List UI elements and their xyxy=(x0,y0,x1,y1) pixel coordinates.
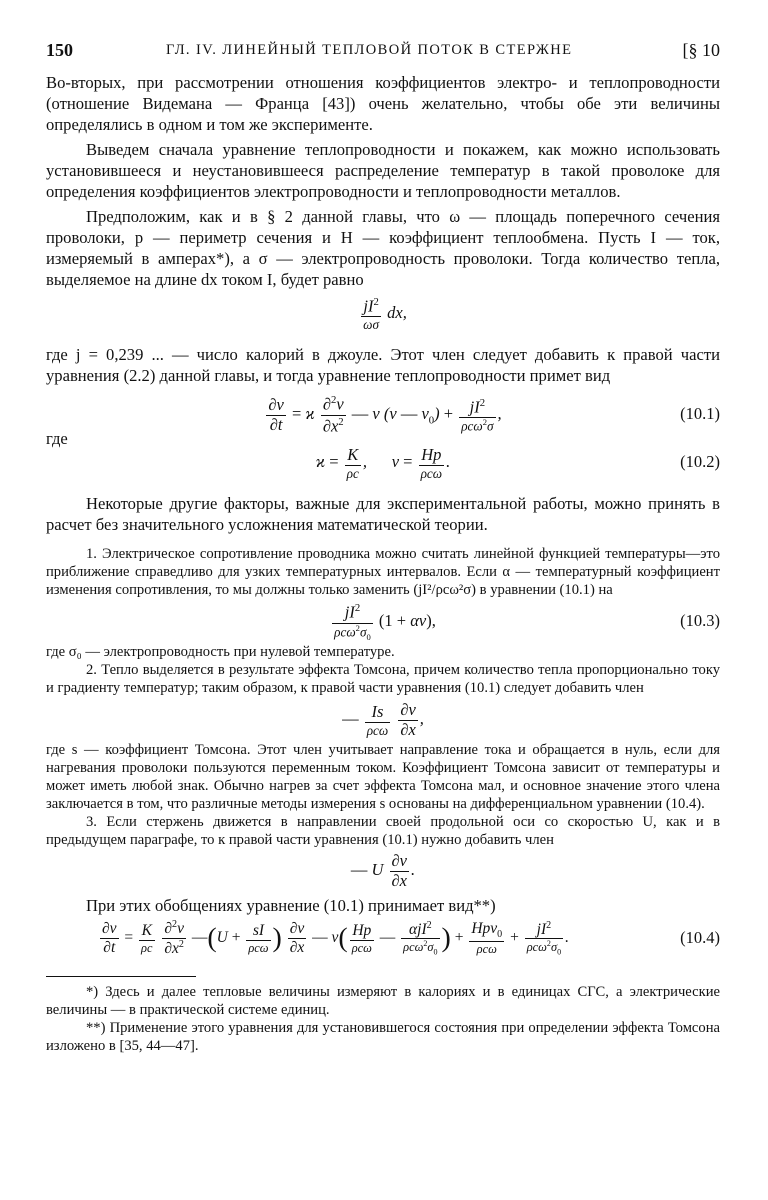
paragraph-generalized: При этих обобщениях уравнение (10.1) принимает вид**) xyxy=(86,896,496,915)
paragraph-2: Выведем сначала уравнение теплопроводности и покажем, как можно использовать установившееся и неустановившееся распределение температур в такой проволоке для определения коэффициентов электропроводности и теплопроводности металлов. xyxy=(46,140,720,201)
where-label: где xyxy=(46,429,68,448)
equation-number-10-1: (10.1) xyxy=(680,404,720,423)
equation-10-1: $\frac{\partial v}{\partial t}$ = ϰ $\frac{\partial^2v}{\partial x^2}$ — ν (v — $v_0$) + $\frac{jI^2}{\rho c\omega^2\sigma}$ , (10.1) xyxy=(46,392,720,436)
equation-10-3: $\frac{jI^2}{\rho c\omega^2\sigma_0}$ (1 + αv), (10.3) xyxy=(46,599,720,643)
section-marker: [§ 10 xyxy=(682,40,720,60)
item-3: 3. Если стержень движется в направлении своей продольной оси со скоростью U, как и в предыдущем параграфе, то к правой части уравнения (10.1) нужно добавить член xyxy=(46,814,720,848)
paragraph-4: где j = 0,239 ... — число калорий в джоуле. Этот член следует добавить к правой части уравнения (2.2) данной главы, и тогда уравнение теплопроводности примет вид xyxy=(46,345,720,385)
equation-10-4: $\frac{\partial v}{\partial t}$ = $\frac{K}{\rho c}$ $\frac{\partial^2v}{\partial x^2}$ —(U + $\frac{sI}{\text{ρcω}}$ ) $\frac{\partial v}{\partial x}$ — v( $\frac{Hp}{\text{ρcω}}$ — $\frac{\alpha jI^2}{\rho c\omega^2\sigma_0}$ ) + $\frac{Hpv_0}{\text{ρcω}}$ + $\frac{jI^2}{\rho c\omega^2\sigma_0}$ . (10.4) xyxy=(46,916,720,960)
page xyxy=(46,40,720,1055)
footnote-1: *) Здесь и далее тепловые величины измеряют в калориях и в единицах СГС, а электрические величины — в практической системе единиц. xyxy=(46,984,720,1018)
item-1: 1. Электрическое сопротивление проводника можно считать линейной функцией температуры—это приближение справедливо для узких температурных интервалов. Если α — температурный коэффициент изменения сопротивления, то мы должны только заменить (jI²/ρcω²σ) в уравнении (10.1) на xyxy=(46,546,720,598)
page-header xyxy=(46,40,720,64)
paragraph-6: Некоторые другие факторы, важные для экспериментальной работы, можно принять в расчет без значительного усложнения математической теории. xyxy=(46,494,720,534)
item-2-note: где s — коэффициент Томсона. Этот член учитывает направление тока и обращается в нуль, если для нагревания проволоки пользуются переменным током. Коэффициент Томсона зависит от температуры и может иметь любой знак. Обычно нагрев за счет эффекта Томсона мал, и основное значение этого члена заключается в том, что различные методы измерения s основаны на дифференциальном уравнении (10.4). xyxy=(46,742,720,812)
equation-10-2: ϰ = $\frac{K}{\rho c}$ , ν = $\frac{Hp}{\text{ρcω}}$ . (10.2) xyxy=(46,441,720,483)
footnotes xyxy=(46,983,720,1055)
chapter-title: ГЛ. IV. ЛИНЕЙНЫЙ ТЕПЛОВОЙ ПОТОК В СТЕРЖНЕ xyxy=(166,42,573,58)
footnote-2: **) Применение этого уравнения для установившегося состояния при определении эффекта Томсона изложено в [35, 44—47]. xyxy=(46,1020,720,1054)
paragraph-1: Во-вторых, при рассмотрении отношения коэффициентов электро- и теплопроводности (отношение Видемана — Франца [43]) очень желательно, чтобы обе эти величины определялись в одном и том же эксперименте. xyxy=(46,73,720,134)
small-print-section xyxy=(46,535,720,891)
item-1-note: где σ₀ — электропроводность при нулевой температуре. xyxy=(46,644,395,660)
equation-number-10-4: (10.4) xyxy=(680,928,720,947)
page-number: 150 xyxy=(46,40,73,60)
item-2: 2. Тепло выделяется в результате эффекта Томсона, причем количество тепла пропорционально току и градиенту температур; таким образом, к правой части уравнения (10.1) следует добавить член xyxy=(46,662,720,696)
equation-velocity-term: — U $\frac{\partial v}{\partial x}$ . xyxy=(350,850,416,890)
equation-thomson-term: — $\frac{Is}{\text{ρcω}}$ $\frac{\partial v}{\partial x}$ , xyxy=(342,699,424,739)
equation-number-10-3: (10.3) xyxy=(680,611,720,630)
equation-number-10-2: (10.2) xyxy=(680,452,720,471)
equation-joule-heat: $\frac{jI^2}{\omega\sigma}$ dx, xyxy=(363,296,407,333)
paragraph-3: Предположим, как и в § 2 данной главы, что ω — площадь поперечного сечения проволоки, p — периметр сечения и H — коэффициент теплообмена. Пусть I — ток, измеряемый в амперах*), а σ — электропроводность проволоки. Тогда количество тепла, выделяемое на длине dx током I, будет равно xyxy=(46,207,720,289)
footnote-divider xyxy=(46,976,196,977)
